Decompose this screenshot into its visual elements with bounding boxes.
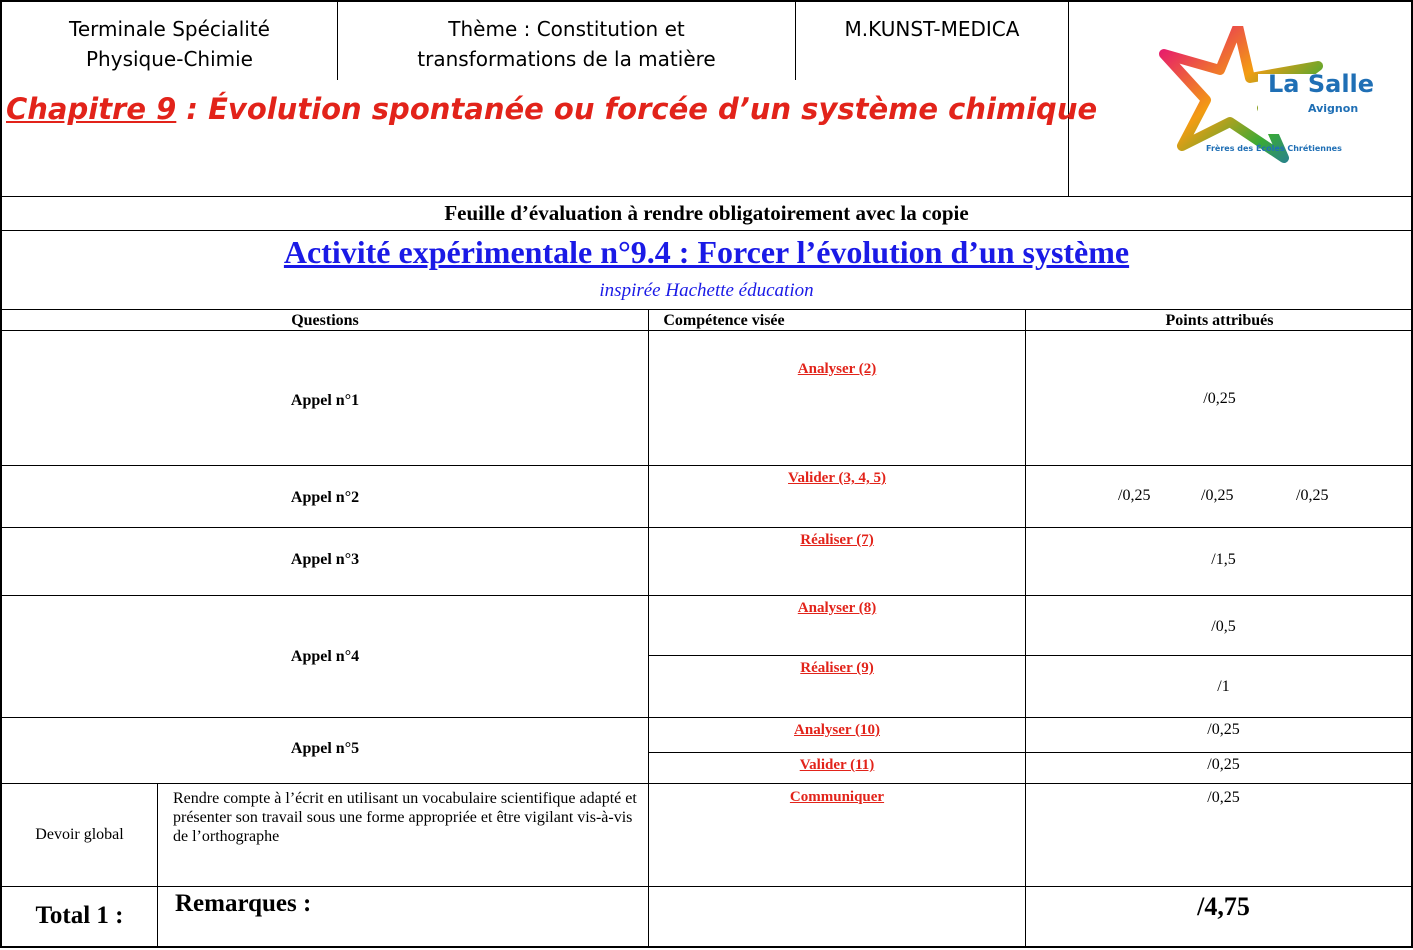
col-header-questions: Questions [291,312,359,329]
author-cell [796,14,1068,44]
points-appel-2-b: /0,25 [1201,487,1234,504]
points-appel-5-b: /0,25 [1207,756,1240,773]
chapter-label: Chapitre 9 [6,92,177,126]
theme-line-1: Thème : Constitution et [448,17,685,41]
total-label: Total 1 : [35,902,124,929]
col-header-points: Points attribués [1165,312,1274,329]
competence-appel-4-b: Réaliser (9) [800,660,874,676]
chapter-name: : Évolution spontanée ou forcée d’un système chimique [176,92,1098,126]
competence-appel-4-a: Analyser (8) [797,600,877,616]
points-appel-4-a: /0,5 [1211,618,1236,635]
logo-tagline: Frères des Écoles Chrétiennes [1206,144,1342,153]
points-appel-1: /0,25 [1203,390,1236,407]
points-appel-3: /1,5 [1211,551,1236,568]
theme-cell [338,14,795,74]
activity-source: inspirée Hachette éducation [599,280,814,301]
col-header-competence: Compétence visée [663,312,785,329]
level-line-2: Physique-Chimie [86,47,253,71]
logo-city: Avignon [1308,102,1359,115]
points-appel-2-c: /0,25 [1296,487,1329,504]
points-appel-5-a: /0,25 [1207,721,1240,738]
competence-appel-5-a: Analyser (10) [794,722,880,738]
global-description: Rendre compte à l’écrit en utilisant un vocabulaire scientifique adapté et présenter son travail sous une forme appropriée et être vigilant vis-à-vis de l’orthographe [173,790,637,845]
total-points: /4,75 [1197,892,1250,921]
question-appel-5: Appel n°5 [290,740,360,757]
competence-appel-2: Valider (3, 4, 5) [788,470,886,486]
la-salle-logo [1150,26,1375,166]
question-appel-2: Appel n°2 [290,489,360,506]
question-appel-1: Appel n°1 [290,392,360,409]
remarks-label: Remarques : [175,890,312,917]
points-appel-2-a: /0,25 [1118,487,1151,504]
question-appel-3: Appel n°3 [290,551,360,568]
points-appel-4-b: /1 [1217,678,1230,695]
level-line-1: Terminale Spécialité [69,17,270,41]
global-label: Devoir global [35,826,124,843]
competence-appel-1: Analyser (2) [797,361,877,377]
global-points: /0,25 [1207,789,1240,806]
logo-name: La Salle [1268,70,1375,98]
global-competence: Communiquer [789,789,885,805]
level-cell [2,14,337,74]
competence-appel-3: Réaliser (7) [800,532,874,548]
author-name: M.KUNST-MEDICA [844,17,1020,41]
theme-line-2: transformations de la matière [417,47,716,71]
question-appel-4: Appel n°4 [290,648,360,665]
activity-title: Activité expérimentale n°9.4 : Forcer l’évolution d’un système [283,234,1130,270]
competence-appel-5-b: Valider (11) [799,757,875,773]
chapter-title [6,92,1098,126]
instruction: Feuille d’évaluation à rendre obligatoirement avec la copie [444,201,969,225]
